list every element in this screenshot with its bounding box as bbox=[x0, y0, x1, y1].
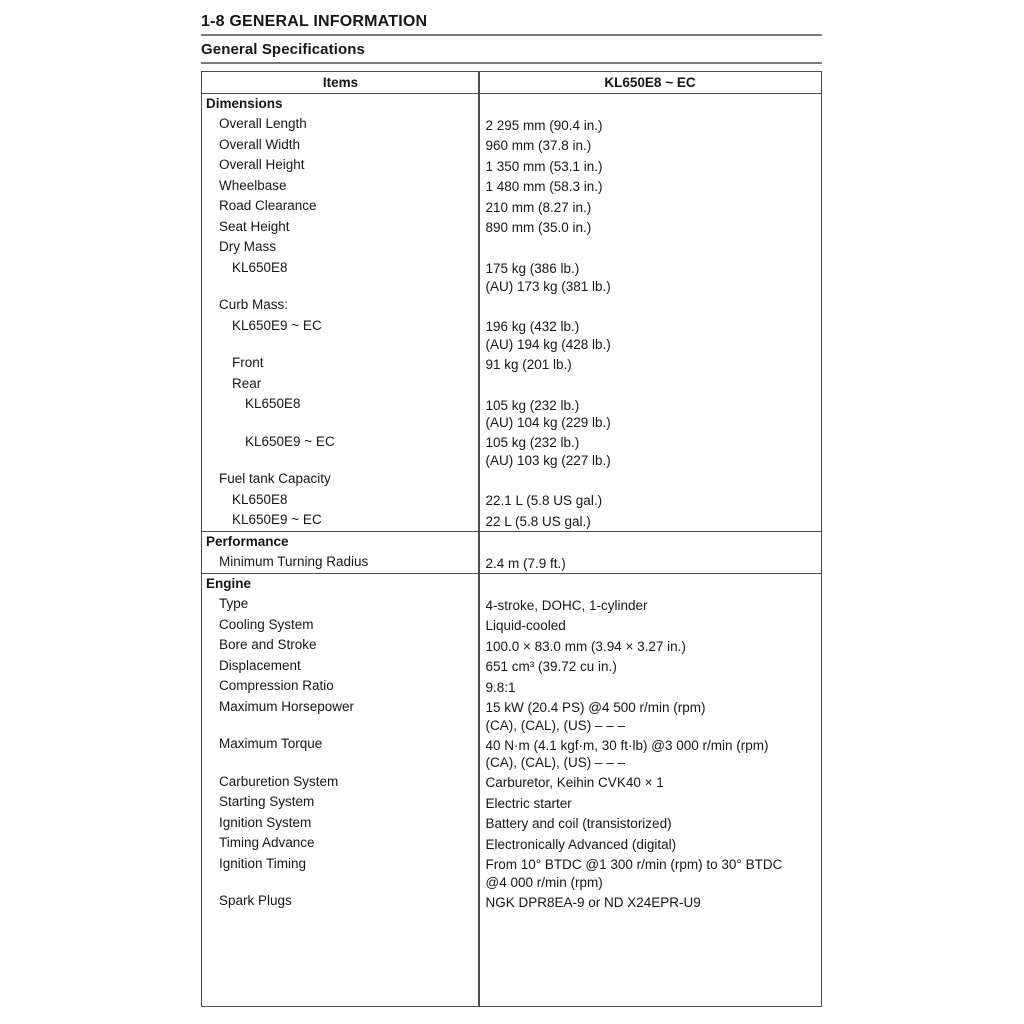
spec-value-line: 2.4 m (7.9 ft.) bbox=[485, 555, 566, 571]
spec-label: KL650E8 bbox=[232, 259, 288, 275]
spec-label: Wheelbase bbox=[219, 177, 287, 193]
spec-row bbox=[202, 135, 821, 156]
section-name: Engine bbox=[206, 575, 252, 591]
spec-label: Type bbox=[219, 596, 249, 611]
spec-value-line: 196 kg (432 lb.) bbox=[485, 319, 580, 334]
spec-value-line: 1 350 mm (53.1 in.) bbox=[485, 158, 603, 174]
spec-value-line: 4-stroke, DOHC, 1-cylinder bbox=[485, 597, 648, 613]
spec-value-line: 100.0 × 83.0 mm (3.94 × 3.27 in.) bbox=[485, 638, 686, 654]
spec-value bbox=[472, 697, 821, 735]
spec-row bbox=[202, 891, 821, 912]
column-divider bbox=[478, 72, 480, 1006]
spec-row bbox=[202, 854, 821, 892]
section-header-row bbox=[202, 574, 821, 595]
spec-label: Maximum Torque bbox=[219, 736, 323, 751]
spec-value bbox=[472, 510, 821, 530]
spec-value bbox=[472, 295, 821, 298]
spec-value bbox=[472, 469, 821, 472]
spec-value-line: 651 cm³ (39.72 cu in.) bbox=[485, 659, 617, 674]
spec-value bbox=[472, 734, 821, 772]
title-divider bbox=[201, 34, 822, 36]
spec-value bbox=[472, 552, 821, 572]
table-section bbox=[202, 531, 821, 573]
spec-row bbox=[202, 432, 821, 470]
spec-value-line: From 10° BTDC @1 300 r/min (rpm) to 30° BTDC bbox=[485, 857, 783, 872]
spec-value-line: 105 kg (232 lb.) bbox=[485, 397, 580, 413]
spec-row bbox=[202, 258, 821, 296]
section-header-row bbox=[202, 94, 821, 115]
spec-value bbox=[472, 196, 821, 216]
spec-row bbox=[202, 734, 821, 772]
spec-label: Fuel tank Capacity bbox=[219, 471, 331, 486]
spec-row bbox=[202, 635, 821, 656]
spec-value bbox=[472, 490, 821, 510]
spec-value-line: (CA), (CAL), (US) – – – bbox=[485, 755, 626, 770]
spec-value bbox=[472, 353, 821, 373]
spec-label: Ignition System bbox=[219, 814, 312, 830]
spec-label: Curb Mass: bbox=[219, 297, 289, 312]
spec-value bbox=[472, 676, 821, 696]
spec-value bbox=[472, 155, 821, 175]
subtitle-divider bbox=[201, 62, 822, 64]
spec-row bbox=[202, 469, 821, 490]
spec-value bbox=[472, 94, 821, 97]
spec-label: KL650E8 bbox=[245, 396, 301, 411]
spec-label: Road Clearance bbox=[219, 198, 317, 213]
spec-value bbox=[472, 656, 821, 676]
spec-value-line: 22.1 L (5.8 US gal.) bbox=[485, 493, 603, 508]
spec-row bbox=[202, 114, 821, 135]
spec-value bbox=[472, 135, 821, 155]
spec-row bbox=[202, 656, 821, 677]
spec-row bbox=[202, 772, 821, 793]
spec-label: Overall Length bbox=[219, 116, 307, 131]
items-column-header: Items bbox=[322, 75, 359, 90]
spec-row bbox=[202, 552, 821, 573]
spec-value bbox=[472, 432, 821, 470]
manual-page bbox=[201, 0, 822, 1007]
spec-row bbox=[202, 490, 821, 511]
table-header-row bbox=[202, 72, 821, 94]
spec-value-line: (AU) 103 kg (227 lb.) bbox=[485, 452, 611, 468]
spec-value-line: Carburetor, Keihin CVK40 × 1 bbox=[485, 775, 664, 790]
spec-value-line: @4 000 r/min (rpm) bbox=[485, 874, 603, 890]
spec-row bbox=[202, 176, 821, 197]
spec-value-line: Electric starter bbox=[485, 795, 572, 811]
spec-label: Seat Height bbox=[219, 218, 290, 234]
spec-value bbox=[472, 635, 821, 655]
table-section bbox=[202, 94, 821, 531]
section-header-row bbox=[202, 532, 821, 553]
spec-label: Maximum Horsepower bbox=[219, 698, 355, 714]
spec-value-line: Liquid-cooled bbox=[485, 618, 566, 633]
spec-value-line: 91 kg (201 lb.) bbox=[485, 356, 572, 372]
spec-label: KL650E9 ~ EC bbox=[232, 317, 322, 333]
spec-table bbox=[201, 71, 822, 1007]
model-column-header: KL650E8 ~ EC bbox=[604, 75, 696, 90]
spec-row bbox=[202, 394, 821, 432]
spec-row bbox=[202, 697, 821, 735]
spec-row bbox=[202, 374, 821, 395]
spec-value bbox=[472, 792, 821, 812]
spec-value bbox=[472, 594, 821, 614]
spec-row bbox=[202, 217, 821, 238]
spec-value bbox=[472, 114, 821, 134]
spec-value bbox=[472, 374, 821, 377]
spec-row bbox=[202, 353, 821, 374]
spec-row bbox=[202, 792, 821, 813]
spec-value-line: 2 295 mm (90.4 in.) bbox=[485, 117, 603, 133]
spec-row bbox=[202, 615, 821, 636]
spec-label: Compression Ratio bbox=[219, 678, 334, 693]
spec-value bbox=[472, 891, 821, 911]
spec-label: Spark Plugs bbox=[219, 893, 292, 908]
section-subtitle: General Specifications bbox=[201, 41, 365, 58]
spec-label: Bore and Stroke bbox=[219, 637, 317, 652]
spec-label: Starting System bbox=[219, 794, 315, 809]
spec-row bbox=[202, 813, 821, 834]
spec-row bbox=[202, 316, 821, 354]
spec-label: Timing Advance bbox=[219, 835, 315, 850]
spec-label: KL650E9 ~ EC bbox=[245, 433, 335, 449]
spec-value-line: 22 L (5.8 US gal.) bbox=[485, 513, 591, 529]
spec-value bbox=[472, 237, 821, 240]
spec-value bbox=[472, 772, 821, 792]
spec-value-line: 175 kg (386 lb.) bbox=[485, 261, 580, 276]
spec-value-line: (AU) 104 kg (229 lb.) bbox=[485, 415, 611, 430]
spec-row bbox=[202, 676, 821, 697]
spec-value bbox=[472, 615, 821, 635]
spec-label: KL650E9 ~ EC bbox=[232, 512, 322, 527]
spec-value bbox=[472, 176, 821, 196]
spec-value-line: Battery and coil (transistorized) bbox=[485, 816, 672, 831]
spec-label: Carburetion System bbox=[219, 773, 339, 789]
spec-value bbox=[472, 217, 821, 237]
spec-label: Rear bbox=[232, 375, 262, 391]
spec-row bbox=[202, 510, 821, 531]
spec-value bbox=[472, 532, 821, 535]
section-name: Dimensions bbox=[206, 95, 283, 111]
spec-row bbox=[202, 237, 821, 258]
spec-value-line: NGK DPR8EA-9 or ND X24EPR-U9 bbox=[485, 894, 701, 910]
spec-value-line: 210 mm (8.27 in.) bbox=[485, 199, 592, 215]
spec-label: Overall Height bbox=[219, 157, 305, 172]
spec-label: Dry Mass bbox=[219, 239, 276, 254]
spec-value bbox=[472, 394, 821, 432]
spec-label: KL650E8 bbox=[232, 491, 288, 507]
spec-value bbox=[472, 316, 821, 354]
spec-label: Front bbox=[232, 355, 264, 370]
spec-value bbox=[472, 258, 821, 296]
spec-label: Displacement bbox=[219, 657, 301, 673]
spec-value-line: 960 mm (37.8 in.) bbox=[485, 138, 592, 153]
spec-value bbox=[472, 813, 821, 833]
spec-value-line: 9.8:1 bbox=[485, 679, 516, 695]
spec-value-line: (AU) 194 kg (428 lb.) bbox=[485, 336, 611, 352]
spec-value-line: Electronically Advanced (digital) bbox=[485, 836, 677, 852]
spec-row bbox=[202, 594, 821, 615]
spec-label: Minimum Turning Radius bbox=[219, 554, 369, 569]
section-name: Performance bbox=[206, 533, 289, 549]
spec-value-line: 890 mm (35.0 in.) bbox=[485, 220, 592, 235]
spec-row bbox=[202, 295, 821, 316]
spec-row bbox=[202, 155, 821, 176]
spec-value bbox=[472, 574, 821, 577]
spec-value-line: 1 480 mm (58.3 in.) bbox=[485, 179, 603, 194]
spec-value-line: 40 N·m (4.1 kgf·m, 30 ft·lb) @3 000 r/min (rpm) bbox=[485, 737, 769, 753]
spec-label: Ignition Timing bbox=[219, 855, 307, 871]
spec-value-line: 15 kW (20.4 PS) @4 500 r/min (rpm) bbox=[485, 700, 706, 715]
spec-value-line: (CA), (CAL), (US) – – – bbox=[485, 717, 626, 733]
spec-row bbox=[202, 833, 821, 854]
table-body bbox=[202, 94, 821, 912]
spec-value bbox=[472, 854, 821, 892]
spec-label: Overall Width bbox=[219, 136, 301, 152]
page-title: 1-8 GENERAL INFORMATION bbox=[201, 13, 428, 30]
spec-value-line: 105 kg (232 lb.) bbox=[485, 435, 580, 450]
spec-value bbox=[472, 833, 821, 853]
spec-value-line: (AU) 173 kg (381 lb.) bbox=[485, 278, 611, 294]
table-section bbox=[202, 573, 821, 912]
spec-row bbox=[202, 196, 821, 217]
spec-label: Cooling System bbox=[219, 616, 314, 632]
